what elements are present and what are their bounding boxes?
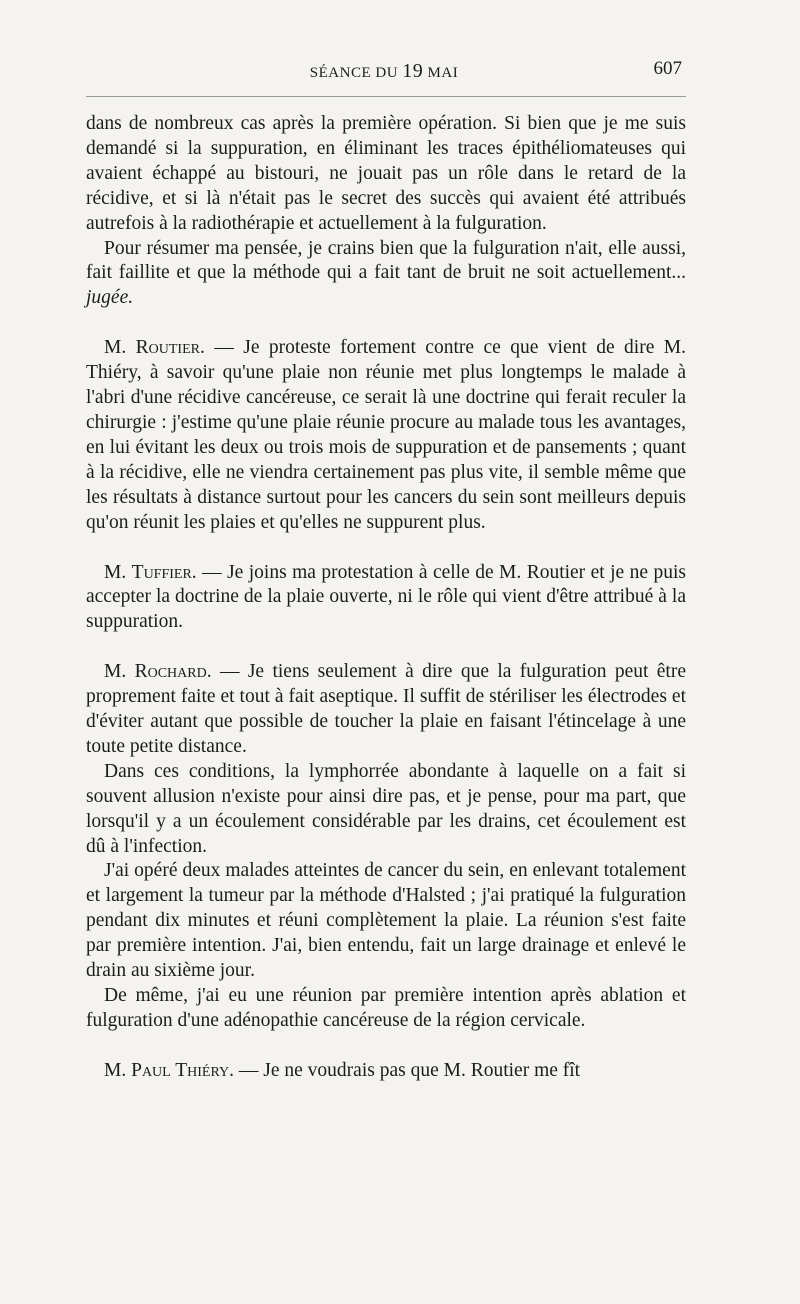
paragraph-summary [86, 237, 686, 312]
paragraph-text: — Je ne voudrais pas que M. Routier me fît [238, 1059, 581, 1081]
page-number: 607 [653, 58, 682, 79]
header-rule [86, 96, 686, 97]
paragraph-text: dans de nombreux cas après la première opération. Si bien que je me suis demandé si la suppuration, en éliminant les traces épithéliomateuses qui avaient échappé au bistouri, ne jouait pas un rôle dans le retard de la récidive, et si là n'était pas le secret des succès qui avaient été attribués autrefois à la radiothérapie et actuellement à la fulguration. [86, 113, 686, 234]
paragraph-text: — Je proteste fortement contre ce que vient de dire M. Thiéry, à savoir qu'une plaie non réunie met plus longtemps le malade à l'abri d'une récidive cancéreuse, ce serait là une doctrine qui ferait reculer la chirurgie : j'estime qu'une plaie réunie procure au malade tous les avantages, en lui évitant les deux ou trois mois de suppuration et de pansements ; quant à la récidive, elle ne viendra certainement pas plus vite, il semble même que les résultats à distance surtout pour les cancers du sein sont meilleurs depuis qu'on réunit les plaies et qu'elles ne suppurent plus. [86, 337, 687, 533]
paragraph-text: Pour résumer ma pensée, je crains bien que la fulguration n'ait, elle aussi, fait faillite et que la méthode qui a fait tant de bruit ne soit actuellement... [86, 237, 686, 284]
paragraph-text: — Je joins ma protestation à celle de M. Routier et je ne puis accepter la doctrine de la plaie ouverte, ni le rôle qui vient d'être attribué à la suppuration. [86, 561, 686, 633]
paragraph-text: De même, j'ai eu une réunion par première intention après ablation et fulguration d'une adénopathie cancéreuse de la région cervicale. [86, 985, 686, 1031]
paragraph-continuation [86, 112, 686, 237]
speaker-prefix: M. [104, 661, 127, 683]
body-text [86, 112, 686, 1084]
paragraph-operations [86, 859, 686, 984]
speaker-prefix: M. [104, 1059, 127, 1081]
running-title-month: MAI [427, 65, 459, 81]
paragraph-text: — Je tiens seulement à dire que la fulguration peut être proprement faite et tout à fait aseptique. Il suffit de stériliser les électrodes et d'éviter autant que possible de toucher la plaie en faisant l'étincelage à une toute petite distance. [86, 661, 686, 757]
paragraph-text: J'ai opéré deux malades atteintes de cancer du sein, en enlevant totalement et largement la tumeur par la méthode d'Halsted ; j'ai pratiqué la fulguration pendant dix minutes et réuni complètement la plaie. La réunion s'est faite par première intention. J'ai, bien entendu, fait un large drainage et enlevé le drain au sixième jour. [86, 860, 686, 982]
running-title-prefix: SÉANCE DU [309, 65, 399, 81]
speaker-name: Paul Thiéry. [131, 1059, 235, 1081]
speaker-name: Routier. [135, 337, 205, 359]
paragraph-routier [86, 336, 686, 535]
running-title [84, 60, 684, 83]
speaker-prefix: M. [104, 337, 127, 359]
speaker-name: Tuffier. [131, 561, 197, 583]
running-title-day: 19 [402, 60, 424, 82]
paragraph-text: Dans ces conditions, la lymphorrée abondante à laquelle on a fait si souvent allusion n'existe pour ainsi dire pas, et je pense, pour ma part, que lorsqu'il y a un écoulement considérable par les drains, cet écoulement est dû à l'infection. [86, 760, 686, 857]
running-head [84, 58, 684, 86]
paragraph-cervical [86, 984, 686, 1034]
speaker-prefix: M. [104, 561, 127, 583]
paragraph-rochard [86, 660, 686, 760]
paragraph-thiery [86, 1059, 686, 1084]
paragraph-conditions [86, 760, 686, 860]
speaker-name: Rochard. [134, 661, 212, 683]
paragraph-tuffier [86, 561, 686, 636]
paragraph-emphasis: jugée. [86, 287, 134, 309]
